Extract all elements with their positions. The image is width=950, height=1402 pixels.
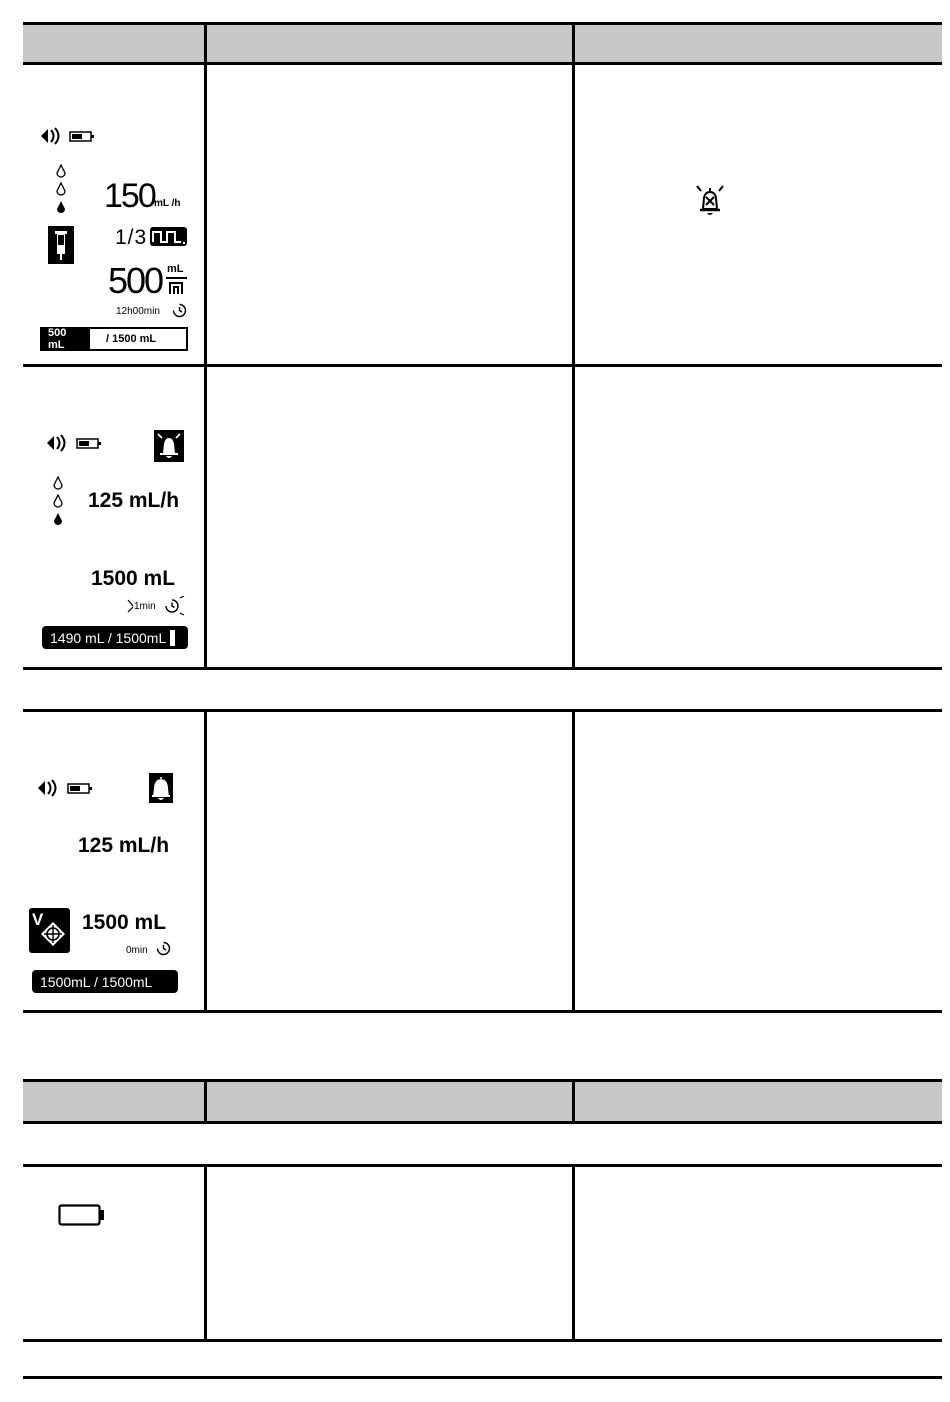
progress-label: 1490 mL / 1500mL bbox=[50, 629, 167, 646]
table1-row1-bottom-rule bbox=[23, 364, 942, 367]
table3-header-col-divider-1 bbox=[204, 1079, 207, 1123]
table3-header bbox=[23, 1079, 942, 1122]
volume-progress-bar bbox=[32, 970, 178, 993]
volume-progress-bar bbox=[42, 626, 188, 649]
time-remaining: 12h00min bbox=[116, 306, 160, 317]
drops-icon bbox=[51, 476, 65, 528]
pulse-unit-icon bbox=[168, 281, 184, 295]
volume: 1500 mL bbox=[82, 911, 167, 934]
table1-col-divider-2 bbox=[572, 22, 575, 670]
speaker-icon bbox=[46, 433, 74, 453]
volume-progress-bar bbox=[40, 327, 188, 351]
clock-icon bbox=[163, 596, 185, 616]
clock-icon bbox=[156, 941, 171, 956]
volume-unit-ml: mL bbox=[167, 263, 184, 275]
volume-unit-divider bbox=[166, 277, 187, 279]
alarm-bell-active-icon bbox=[154, 430, 184, 462]
table3-row-top-rule bbox=[23, 1164, 942, 1167]
table3-header-col-divider-2 bbox=[572, 1079, 575, 1123]
volume-value: 500 bbox=[108, 260, 163, 301]
progress-total-label: / 1500 mL bbox=[106, 333, 157, 345]
table1-header-top-rule bbox=[23, 22, 942, 25]
syringe-icon bbox=[48, 226, 74, 264]
table2-col-divider-1 bbox=[204, 709, 207, 1013]
table1-col-divider-1 bbox=[204, 22, 207, 670]
clock-icon bbox=[172, 303, 187, 318]
fraction: 1/3 bbox=[115, 226, 148, 249]
battery-empty-icon bbox=[58, 1204, 106, 1226]
progress-filled-label: 500 mL bbox=[48, 327, 67, 351]
speaker-icon bbox=[37, 778, 65, 798]
battery-icon bbox=[67, 783, 93, 794]
time-remaining: 1min bbox=[134, 601, 156, 612]
svg-text:V: V bbox=[32, 910, 44, 929]
pulse-icon bbox=[150, 227, 187, 247]
table1-header bbox=[23, 22, 942, 63]
rate: 125 mL/h bbox=[78, 834, 170, 857]
volume: 1500 mL bbox=[91, 567, 176, 590]
rate-value: 150 bbox=[104, 177, 155, 215]
table3-final-rule bbox=[23, 1376, 942, 1379]
progress-fill bbox=[42, 329, 90, 349]
table3-header-bottom-rule bbox=[23, 1121, 942, 1124]
table3-header-top-rule bbox=[23, 1079, 942, 1082]
volume-target-icon bbox=[29, 908, 70, 953]
table1-row2-bottom-rule bbox=[23, 667, 942, 670]
table2-top-rule bbox=[23, 709, 942, 712]
progress-label: 1500mL / 1500mL bbox=[40, 973, 153, 990]
alarm-bell-muted-icon bbox=[692, 183, 728, 219]
progress-end-marker bbox=[170, 630, 175, 646]
table3-col-divider-1 bbox=[204, 1164, 207, 1342]
rate: 125 mL/h bbox=[88, 489, 180, 512]
time-remaining: 0min bbox=[126, 945, 148, 956]
drops-icon bbox=[54, 164, 68, 216]
battery-icon bbox=[69, 131, 95, 142]
battery-icon bbox=[76, 438, 102, 449]
rate-unit: mL /h bbox=[154, 198, 181, 209]
alarm-bell-icon bbox=[149, 773, 173, 803]
table3-col-divider-2 bbox=[572, 1164, 575, 1342]
table2-bottom-rule bbox=[23, 1010, 942, 1013]
table1-header-bottom-rule bbox=[23, 62, 942, 65]
speaker-icon bbox=[40, 126, 68, 146]
table2-col-divider-2 bbox=[572, 709, 575, 1013]
table3-row-bottom-rule bbox=[23, 1339, 942, 1342]
